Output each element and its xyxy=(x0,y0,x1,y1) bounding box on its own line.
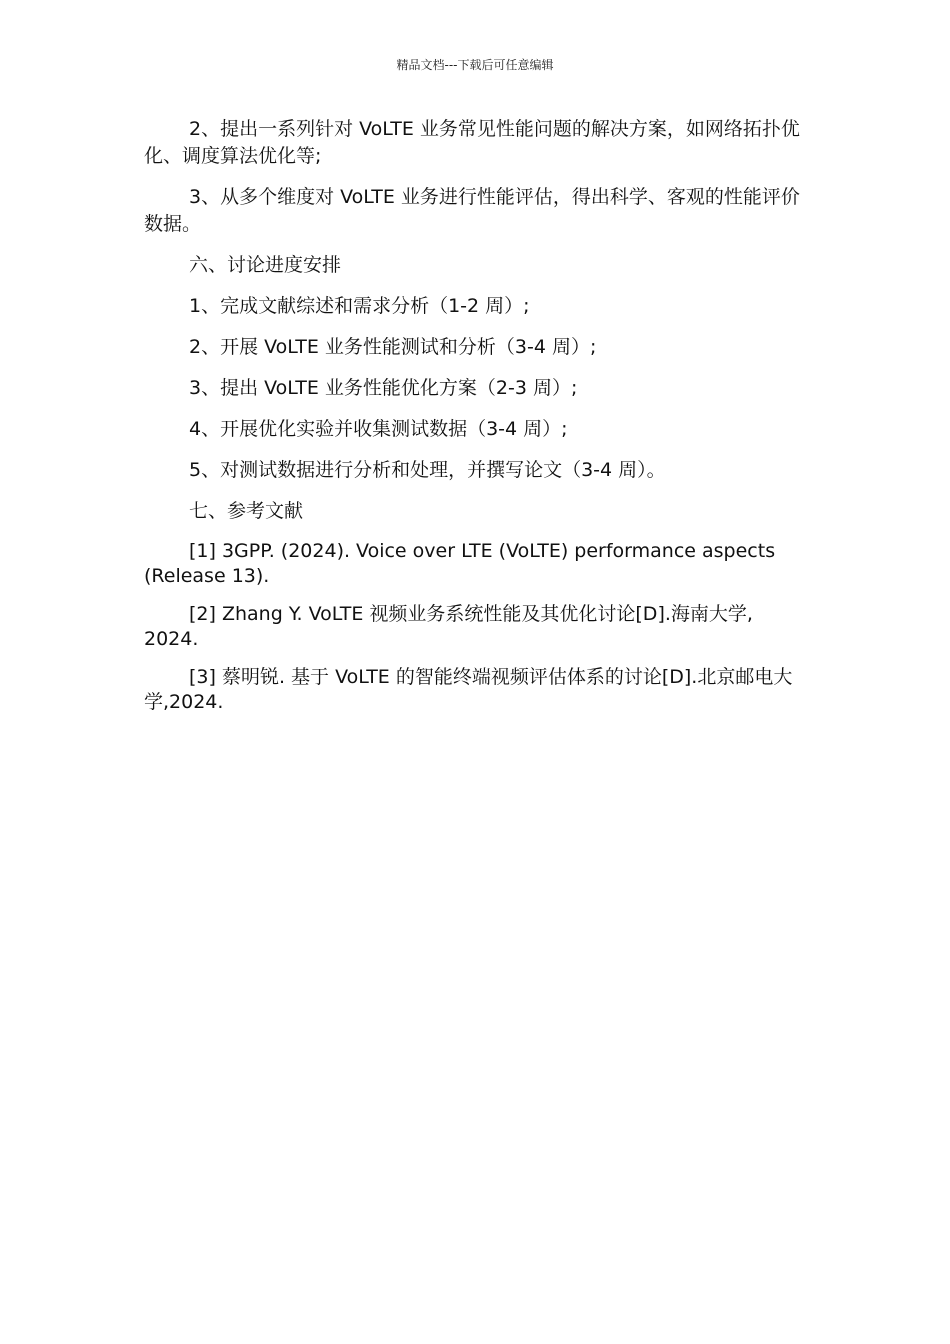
schedule-item-2: 2、开展 VoLTE 业务性能测试和分析（3-4 周）; xyxy=(189,336,597,358)
schedule-item-5: 5、对测试数据进行分析和处理，并撰写论文（3-4 周）。 xyxy=(189,459,666,481)
schedule-item-4: 4、开展优化实验并收集测试数据（3-4 周）; xyxy=(189,418,568,440)
reference-2: [2] Zhang Y. VoLTE 视频业务系统性能及其优化讨论[D].海南大学, 2024. xyxy=(144,603,753,650)
schedule-item-3: 3、提出 VoLTE 业务性能优化方案（2-3 周）; xyxy=(189,377,578,399)
section-heading-schedule: 六、讨论进度安排 xyxy=(189,254,342,276)
section-heading-references: 七、参考文献 xyxy=(189,500,304,522)
document-body xyxy=(144,116,812,728)
schedule-item-1: 1、完成文献综述和需求分析（1-2 周）; xyxy=(189,295,530,317)
goal-paragraph-2: 2、提出一系列针对 VoLTE 业务常见性能问题的解决方案，如网络拓扑优化、调度算法优化等; xyxy=(144,118,800,167)
page-header: 精品文档---下载后可任意编辑 xyxy=(396,58,554,72)
reference-3: [3] 蔡明锐. 基于 VoLTE 的智能终端视频评估体系的讨论[D].北京邮电大学,2024. xyxy=(144,666,793,713)
goal-paragraph-3: 3、从多个维度对 VoLTE 业务进行性能评估，得出科学、客观的性能评价数据。 xyxy=(144,186,800,235)
reference-1: [1] 3GPP. (2024). Voice over LTE (VoLTE) performance aspects (Release 13). xyxy=(144,540,776,587)
